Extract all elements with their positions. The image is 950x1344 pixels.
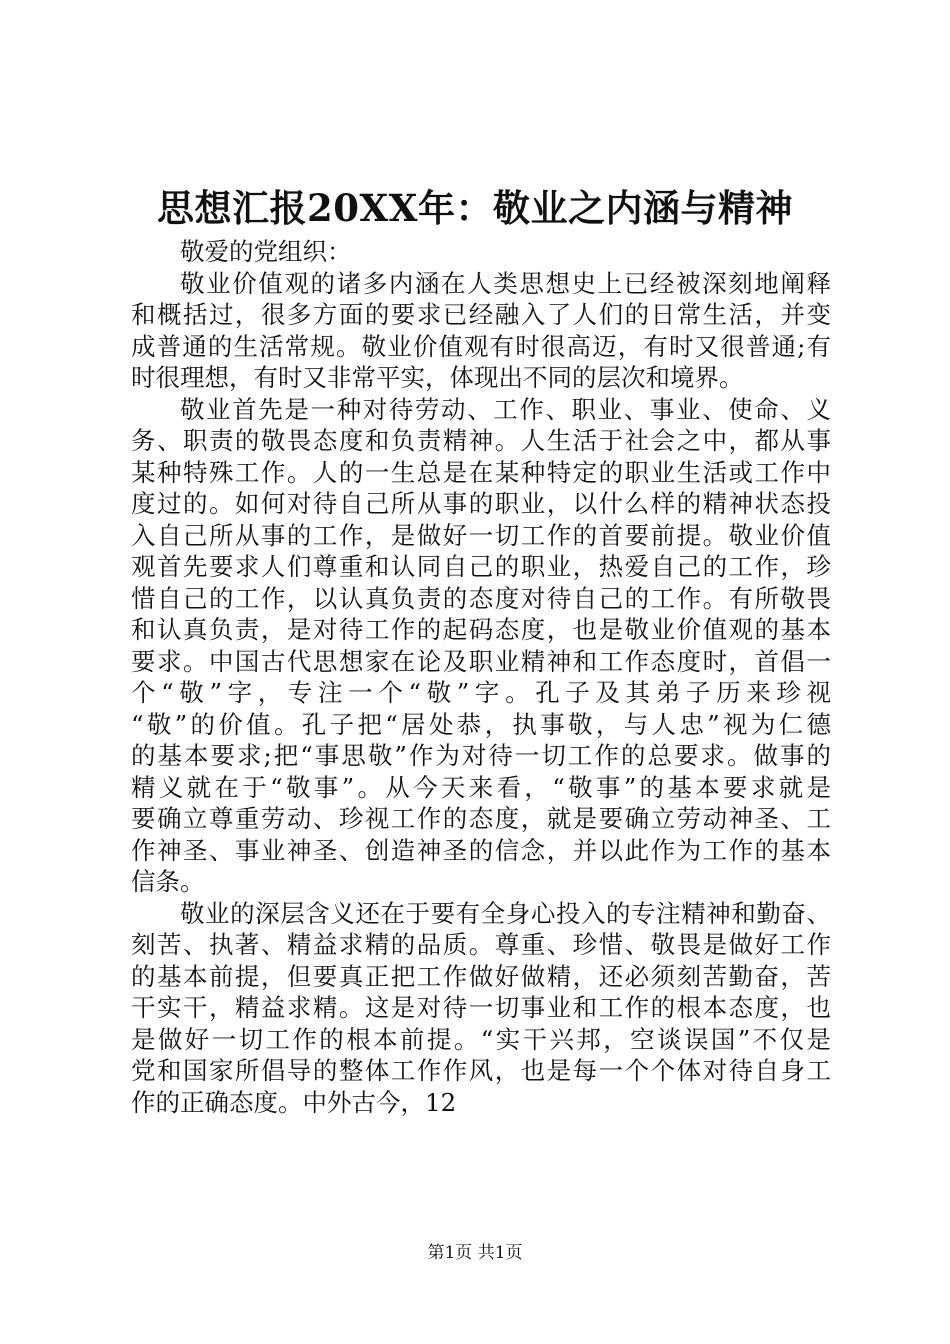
text-line: 党和国家所倡导的整体工作作风，也是每一个个体对待自身工 — [131, 1056, 831, 1085]
text-line: 和概括过，很多方面的要求已经融入了人们的日常生活，并变 — [131, 300, 831, 329]
text-line: 敬业的深层含义还在于要有全身心投入的专注精神和勤奋、 — [180, 898, 831, 928]
text-line: 是做好一切工作的根本前提。“实干兴邦，空谈误国”不仅是 — [131, 1024, 831, 1054]
text-line: 敬业首先是一种对待劳动、工作、职业、事业、使命、义 — [180, 394, 831, 424]
text-line: 度过的。如何对待自己所从事的职业，以什么样的精神状态投 — [131, 489, 831, 518]
text-line: 入自己所从事的工作，是做好一切工作的首要前提。敬业价值 — [131, 520, 831, 550]
text-line: 信条。 — [131, 867, 205, 896]
salutation: 敬爱的党组织： — [180, 237, 352, 266]
text-line: 个“敬”字，专注一个“敬”字。孔子及其弟子历来珍视 — [131, 678, 831, 707]
text-line: 作神圣、事业神圣、创造神圣的信念，并以此作为工作的基本 — [131, 835, 831, 865]
text-line: 观首先要求人们尊重和认同自己的职业，热爱自己的工作，珍 — [131, 552, 831, 581]
text-line: 干实干，精益求精。这是对待一切事业和工作的根本态度，也 — [131, 993, 831, 1022]
text-line: 务、职责的敬畏态度和负责精神。人生活于社会之中，都从事 — [131, 426, 831, 455]
text-line: 敬业价值观的诸多内涵在人类思想史上已经被深刻地阐释 — [180, 268, 831, 298]
paragraph-3 — [131, 898, 831, 1119]
document-body — [131, 236, 831, 1118]
text-line: 作的正确态度。中外古今，12 — [131, 1087, 457, 1117]
page-footer: 第1页 共1页 — [427, 1243, 523, 1263]
paragraph-1 — [131, 268, 831, 394]
text-line: 成普通的生活常规。敬业价值观有时很高迈，有时又很普通;有 — [131, 331, 831, 361]
text-line: 要确立尊重劳动、珍视工作的态度，就是要确立劳动神圣、工 — [131, 804, 831, 833]
text-line: 刻苦、执著、精益求精的品质。尊重、珍惜、敬畏是做好工作 — [131, 930, 831, 959]
text-line: 精义就在于“敬事”。从今天来看，“敬事”的基本要求就是 — [131, 772, 831, 802]
text-line: 的基本前提，但要真正把工作做好做精，还必须刻苦勤奋，苦 — [131, 961, 831, 991]
text-line: “敬”的价值。孔子把“居处恭，执事敬，与人忠”视为仁德 — [131, 709, 831, 739]
text-line: 的基本要求;把“事思敬”作为对待一切工作的总要求。做事的 — [131, 741, 831, 770]
document-title: 思想汇报20XX年：敬业之内涵与精神 — [157, 186, 793, 230]
text-line: 惜自己的工作，以认真负责的态度对待自己的工作。有所敬畏 — [131, 583, 831, 613]
text-line: 和认真负责，是对待工作的起码态度，也是敬业价值观的基本 — [131, 615, 831, 644]
paragraph-2 — [131, 394, 831, 898]
text-line: 时很理想，有时又非常平实，体现出不同的层次和境界。 — [131, 363, 744, 392]
text-line: 要求。中国古代思想家在论及职业精神和工作态度时，首倡一 — [131, 646, 831, 676]
text-line: 某种特殊工作。人的一生总是在某种特定的职业生活或工作中 — [131, 457, 831, 487]
